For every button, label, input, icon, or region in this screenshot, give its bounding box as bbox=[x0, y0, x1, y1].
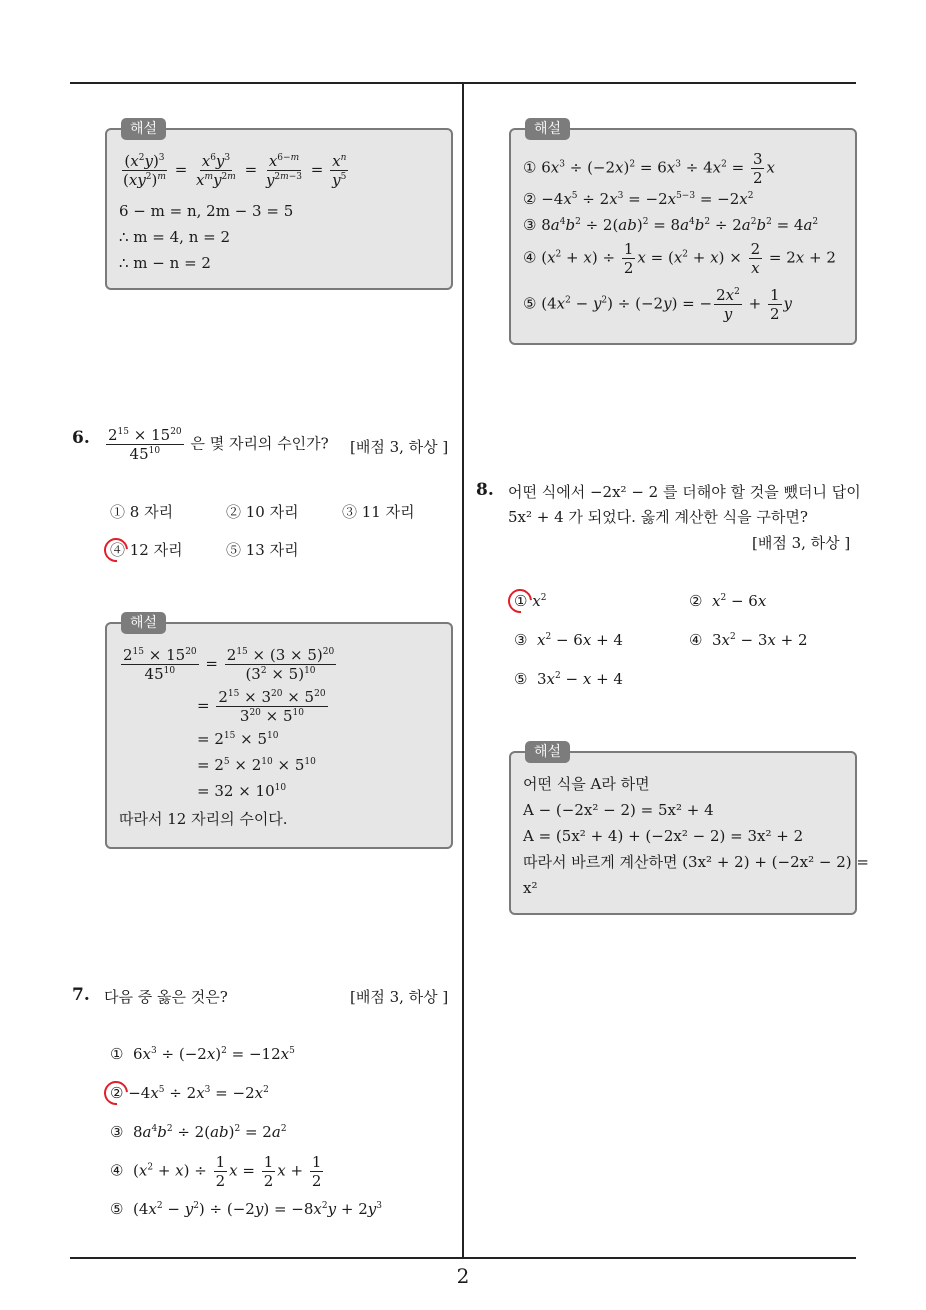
q7-score: [배점 3, 하상 ] bbox=[350, 988, 449, 1006]
page-number: 2 bbox=[456, 1264, 470, 1288]
q7-option-5[interactable]: ⑤ $(4x^2 - y^2) \div (-2y) = -8x^2y + 2y^3$ bbox=[110, 1200, 382, 1218]
q5-solution-line4: ∴ m − n = 2 bbox=[119, 254, 211, 272]
column-divider bbox=[462, 83, 464, 1258]
q8-option-1[interactable]: ① $x^2$ bbox=[514, 592, 547, 610]
q6-solution-line5: = $32 \times 10^{10}$ bbox=[197, 782, 287, 800]
q7-question: 다음 중 옳은 것은? bbox=[104, 988, 228, 1006]
solution-tag: 해설 bbox=[525, 118, 570, 140]
q8-solution-line1: 어떤 식을 A라 하면 bbox=[523, 775, 650, 793]
q8-option-4[interactable]: ④ $3x^2 - 3x + 2$ bbox=[689, 631, 808, 649]
q8-option-2[interactable]: ② $x^2 - 6x$ bbox=[689, 592, 767, 610]
q5-solution-line3: ∴ m = 4, n = 2 bbox=[119, 228, 231, 246]
solution-tag: 해설 bbox=[121, 118, 166, 140]
q7-option-4[interactable]: ④ $(x^2 + x)$ ÷ $\frac{1}{2}$ x = $\frac{1}{2}$ x + $\frac{1}{2}$ bbox=[110, 1153, 322, 1190]
q8-number: 8. bbox=[476, 480, 494, 500]
q7-option-3[interactable]: ③ $8a^4b^2 \div 2(ab)^2 = 2a^2$ bbox=[110, 1123, 287, 1141]
q7-solution-line4: ④ $(x^2 + x)$ ÷ $\frac{1}{2}$ $x = (x^2 + x)$ × $\frac{2}{x}$ = 2x + 2 bbox=[523, 240, 836, 277]
q6-solution-line4: = $2^5 \times 2^{10} \times 5^{10}$ bbox=[197, 756, 316, 774]
q8-score: [배점 3, 하상 ] bbox=[752, 534, 851, 552]
q8-question-line2: 5x² + 4 가 되었다. 옳게 계산한 식을 구하면? bbox=[508, 508, 808, 526]
q6-solution-line1: $\frac{2^{15} \times 15^{20}}{45^{10}}$ = $\frac{2^{15} \times (3 \times 5)^{20}}{(3^2 \times 5)^{10}}$ bbox=[123, 646, 335, 683]
q6-option-1[interactable]: ① 8 자리 bbox=[110, 503, 174, 521]
q7-solution-line2: ② $-4x^5 \div 2x^3 = -2x^{5-3} = -2x^2$ bbox=[523, 190, 754, 208]
q7-solution-line5: ⑤ $(4x^2 - y^2) \div (-2y)$ = − $\frac{2x^2}{y}$ + $\frac{1}{2}$ y bbox=[523, 286, 792, 323]
q8-solution-line5: x² bbox=[523, 879, 538, 897]
q7-option-2[interactable]: ② $-4x^5 \div 2x^3 = -2x^2$ bbox=[110, 1084, 269, 1102]
q5-solution-box bbox=[105, 121, 453, 290]
q5-solution-line2: 6 − m = n, 2m − 3 = 5 bbox=[119, 202, 294, 220]
q8-question-line1: 어떤 식에서 −2x² − 2 를 더해야 할 것을 뺐더니 답이 bbox=[508, 483, 861, 501]
q6-solution-line6: 따라서 12 자리의 수이다. bbox=[119, 810, 288, 828]
q7-solution-box bbox=[509, 121, 857, 345]
q6-option-4[interactable]: ④ 12 자리 bbox=[110, 541, 183, 559]
bottom-rule bbox=[70, 1257, 856, 1259]
q8-option-5[interactable]: ⑤ $3x^2 - x + 4$ bbox=[514, 670, 623, 688]
q6-option-2[interactable]: ② 10 자리 bbox=[226, 503, 299, 521]
q6-solution-box bbox=[105, 615, 453, 849]
q5-solution-line1: $\frac{(x^2y)^3}{(xy^2)^m}$ = $x^6y^3$ $x^my^{2m}$ = $\frac{x^{6-m}}{y^{2m-3}}$ = $\frac{x^n}{y^5}$ bbox=[123, 152, 347, 189]
q8-option-3[interactable]: ③ $x^2 - 6x + 4$ bbox=[514, 631, 623, 649]
q7-number: 7. bbox=[72, 985, 90, 1005]
q7-solution-line1: ① $6x^3 \div (-2x)^2 = 6x^3 \div 4x^2$ = $\frac{3}{2}$ x bbox=[523, 150, 775, 187]
q7-option-1[interactable]: ① $6x^3 \div (-2x)^2 = -12x^5$ bbox=[110, 1045, 295, 1063]
q6-solution-line3: = $2^{15} \times 5^{10}$ bbox=[197, 730, 279, 748]
q8-solution-line2: A − (−2x² − 2) = 5x² + 4 bbox=[523, 801, 714, 819]
q8-solution-box bbox=[509, 744, 869, 915]
q8-solution-line4: 따라서 바르게 계산하면 (3x² + 2) + (−2x² − 2) = bbox=[523, 853, 869, 871]
q6-solution-line2: = $\frac{2^{15} \times 3^{20} \times 5^{20}}{3^{20} \times 5^{10}}$ bbox=[197, 688, 326, 725]
q6-option-5[interactable]: ⑤ 13 자리 bbox=[226, 541, 299, 559]
q6-question-text: 은 몇 자리의 수인가? bbox=[190, 434, 329, 453]
q6-option-3[interactable]: ③ 11 자리 bbox=[342, 503, 415, 521]
solution-tag: 해설 bbox=[525, 741, 570, 763]
q8-solution-line3: A = (5x² + 4) + (−2x² − 2) = 3x² + 2 bbox=[523, 827, 804, 845]
q7-solution-line3: ③ $8a^4b^2 \div 2(ab)^2 = 8a^4b^2 \div 2a^2b^2 = 4a^2$ bbox=[523, 216, 819, 234]
q6-number: 6. bbox=[72, 428, 90, 448]
q6-question: $\frac{2^{15} \times 15^{20}}{45^{10}}$ 은 몇 자리의 수인가? bbox=[108, 426, 329, 463]
q6-score: [배점 3, 하상 ] bbox=[350, 438, 449, 456]
solution-tag: 해설 bbox=[121, 612, 166, 634]
